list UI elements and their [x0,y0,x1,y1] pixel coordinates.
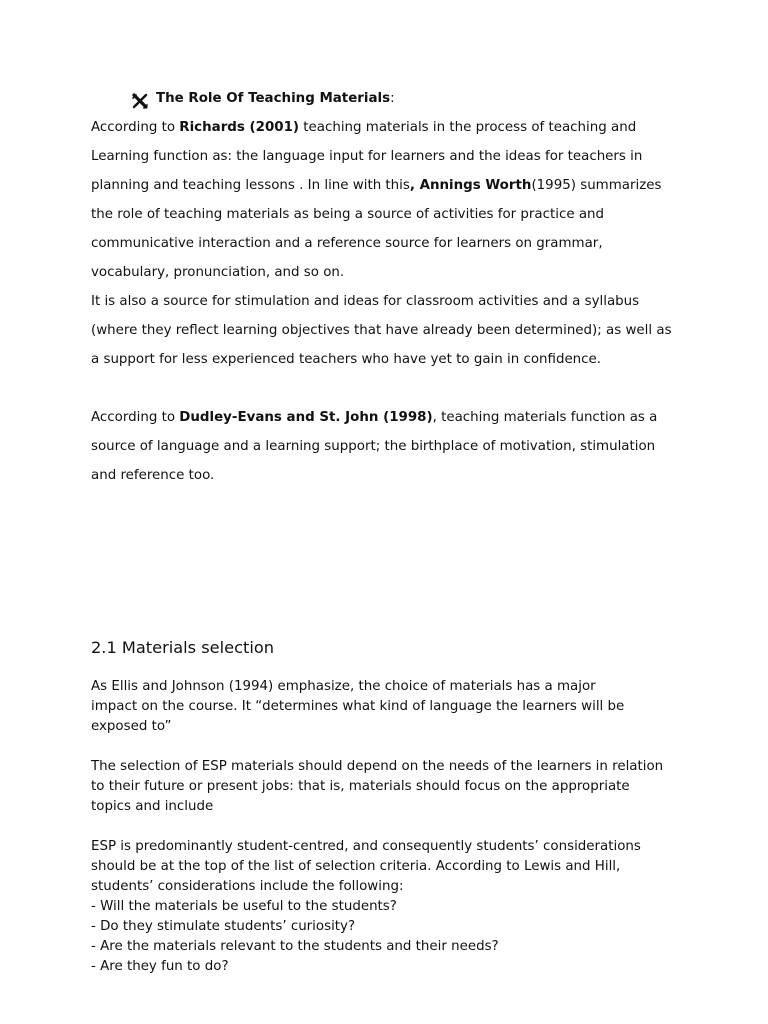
text: , teaching materials function as a [432,410,658,425]
section-heading-suffix: : [390,91,395,106]
paragraph-gap [91,374,691,403]
list-item: - Do they stimulate students’ curiosity? [91,919,356,934]
materials-selection-section [91,677,691,977]
list-item: - Will the materials be useful to the students? [91,899,397,914]
paragraph-ellis-johnson [91,677,691,737]
citation-annings-worth: , Annings Worth [409,178,532,193]
text-line: vocabulary, pronunciation, and so on. [91,265,345,280]
materials-selection-heading: 2.1 Materials selection [91,638,274,657]
citation-dudley-evans: Dudley-Evans and St. John (1998) [179,410,433,425]
text: According to [91,120,180,135]
text-line: The selection of ESP materials should depend on the needs of the learners in relation [91,759,664,774]
paragraph-student-centred [91,837,691,897]
text-line: students’ considerations include the following: [91,879,404,894]
text-line: to their future or present jobs: that is, materials should focus on the appropriate [91,779,630,794]
section-heading [91,84,691,113]
text-line: the role of teaching materials as being a source of activities for practice and [91,207,605,222]
list-item: - Are they fun to do? [91,959,229,974]
role-of-teaching-materials-section [91,84,691,490]
text-line: It is also a source for stimulation and ideas for classroom activities and a syllabus [91,294,640,309]
x-bullet-icon [132,91,148,107]
text-line: (where they reflect learning objectives that have already been determined); as well as [91,323,672,338]
paragraph-gap [91,737,691,757]
text-line: impact on the course. It “determines what kind of language the learners will be [91,699,625,714]
paragraph-esp-selection [91,757,691,817]
paragraph-richards [91,113,691,287]
section-heading-title: The Role Of Teaching Materials [156,91,391,106]
text-line: Learning function as: the language input for learners and the ideas for teachers in [91,149,643,164]
paragraph-gap [91,817,691,837]
text-line: exposed to” [91,719,172,734]
text: (1995) summarizes [531,178,662,193]
citation-richards: Richards (2001) [179,120,300,135]
text-line: As Ellis and Johnson (1994) emphasize, the choice of materials has a major [91,679,596,694]
paragraph-stimulation [91,287,691,374]
text-line: topics and include [91,799,214,814]
text-line: should be at the top of the list of selection criteria. According to Lewis and Hill, [91,859,621,874]
list-item: - Are the materials relevant to the students and their needs? [91,939,499,954]
text: planning and teaching lessons . In line with this [91,178,410,193]
text-line: and reference too. [91,468,215,483]
text-line: communicative interaction and a reference source for learners on grammar, [91,236,603,251]
text-line: a support for less experienced teachers who have yet to gain in confidence. [91,352,602,367]
text-line: ESP is predominantly student-centred, and consequently students’ considerations [91,839,641,854]
text: According to [91,410,180,425]
text: teaching materials in the process of teaching and [299,120,637,135]
paragraph-dudley-evans [91,403,691,490]
considerations-list [91,897,691,977]
text-line: source of language and a learning support; the birthplace of motivation, stimulation [91,439,656,454]
